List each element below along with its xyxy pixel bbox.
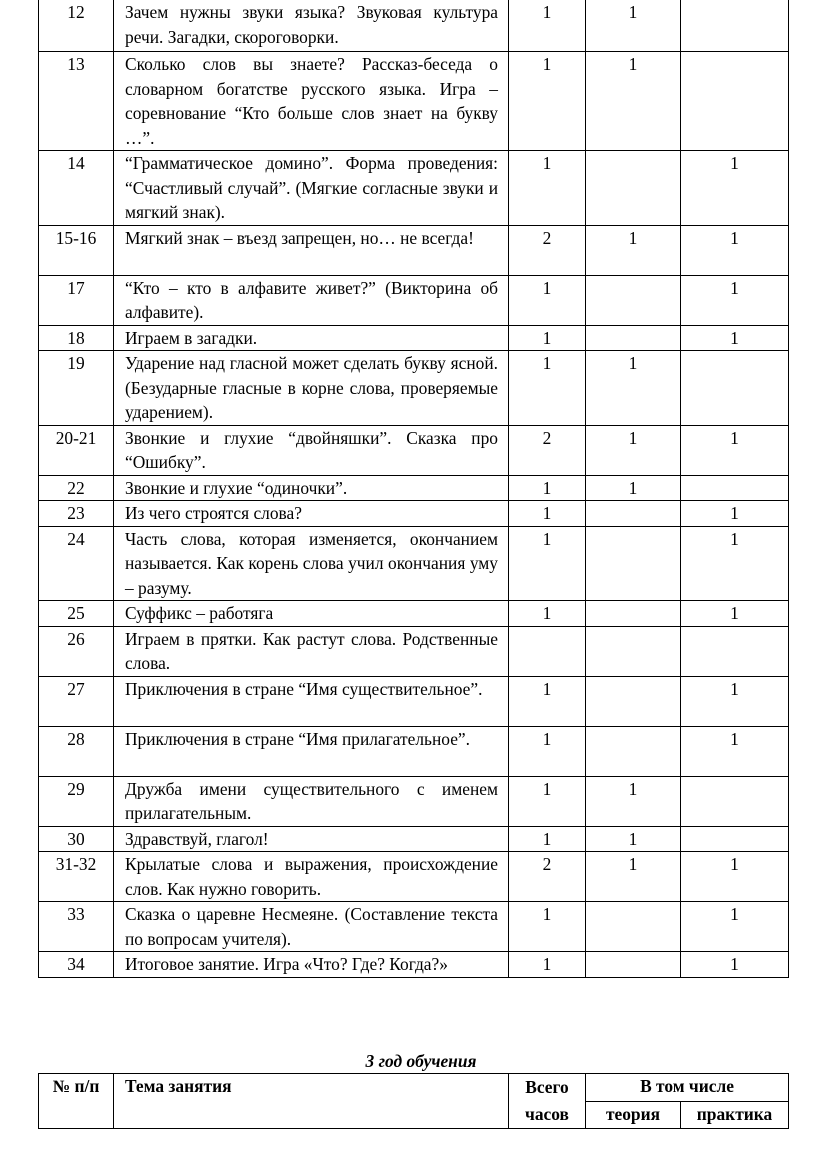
lesson-theory xyxy=(586,501,681,527)
lesson-topic: Звонкие и глухие “двойняшки”. Сказка про “Ошибку”. xyxy=(114,425,509,475)
lesson-practice: 1 xyxy=(681,726,789,776)
lesson-hours: 1 xyxy=(509,776,586,826)
table-row xyxy=(39,325,789,351)
lesson-practice: 1 xyxy=(681,225,789,275)
lesson-number: 29 xyxy=(39,776,114,826)
lesson-topic: Сказка о царевне Несмеяне. (Составление текста по вопросам учителя). xyxy=(114,902,509,952)
lesson-number: 19 xyxy=(39,351,114,426)
lesson-hours: 2 xyxy=(509,225,586,275)
lesson-practice xyxy=(681,475,789,501)
lesson-topic: Приключения в стране “Имя существительное”. xyxy=(114,676,509,726)
lesson-practice xyxy=(681,826,789,852)
lesson-practice xyxy=(681,626,789,676)
lesson-number: 13 xyxy=(39,52,114,151)
lesson-hours: 1 xyxy=(509,351,586,426)
lesson-number: 28 xyxy=(39,726,114,776)
lesson-number: 26 xyxy=(39,626,114,676)
lesson-theory xyxy=(586,275,681,325)
lesson-theory: 1 xyxy=(586,425,681,475)
lesson-theory xyxy=(586,526,681,601)
lesson-number: 18 xyxy=(39,325,114,351)
lesson-number: 20-21 xyxy=(39,425,114,475)
lesson-theory: 1 xyxy=(586,52,681,151)
lesson-practice: 1 xyxy=(681,151,789,226)
lesson-topic: Играем в загадки. xyxy=(114,325,509,351)
lesson-topic: Зачем нужны звуки языка? Звуковая культура речи. Загадки, скороговорки. xyxy=(114,0,509,52)
lesson-number: 25 xyxy=(39,601,114,627)
table-row xyxy=(39,151,789,226)
table-row xyxy=(39,726,789,776)
lesson-practice: 1 xyxy=(681,601,789,627)
lesson-theory: 1 xyxy=(586,225,681,275)
header-practice: практика xyxy=(681,1101,789,1129)
table-row xyxy=(39,626,789,676)
lesson-topic: Крылатые слова и выражения, происхождение слов. Как нужно говорить. xyxy=(114,852,509,902)
lesson-topic: “Кто – кто в алфавите живет?” (Викторина об алфавите). xyxy=(114,275,509,325)
table-row xyxy=(39,275,789,325)
lesson-practice xyxy=(681,351,789,426)
lesson-number: 17 xyxy=(39,275,114,325)
header-theory: теория xyxy=(586,1101,681,1129)
lesson-practice xyxy=(681,52,789,151)
table-row xyxy=(39,425,789,475)
lesson-hours: 1 xyxy=(509,952,586,978)
lesson-topic: Ударение над гласной может сделать букву ясной. (Безударные гласные в корне слова, проверяемые ударением). xyxy=(114,351,509,426)
lesson-theory: 1 xyxy=(586,776,681,826)
table-row xyxy=(39,501,789,527)
lesson-number: 23 xyxy=(39,501,114,527)
lesson-theory: 1 xyxy=(586,0,681,52)
lesson-hours: 1 xyxy=(509,902,586,952)
lesson-hours: 1 xyxy=(509,475,586,501)
lesson-practice: 1 xyxy=(681,501,789,527)
header-num: № п/п xyxy=(39,1074,114,1129)
lesson-practice: 1 xyxy=(681,425,789,475)
lesson-practice: 1 xyxy=(681,325,789,351)
table-row xyxy=(39,852,789,902)
lesson-hours: 1 xyxy=(509,325,586,351)
table-row xyxy=(39,526,789,601)
lesson-practice: 1 xyxy=(681,852,789,902)
lesson-topic: Мягкий знак – въезд запрещен, но… не всегда! xyxy=(114,225,509,275)
table-row xyxy=(39,902,789,952)
lesson-hours: 1 xyxy=(509,275,586,325)
table-row xyxy=(39,826,789,852)
lesson-topic: Часть слова, которая изменяется, окончанием называется. Как корень слова учил окончания уму – разуму. xyxy=(114,526,509,601)
table-row xyxy=(39,776,789,826)
lesson-theory xyxy=(586,626,681,676)
lesson-theory xyxy=(586,726,681,776)
lesson-hours xyxy=(509,626,586,676)
lesson-practice: 1 xyxy=(681,676,789,726)
lesson-hours: 1 xyxy=(509,826,586,852)
lesson-theory: 1 xyxy=(586,852,681,902)
lesson-topic: Сколько слов вы знаете? Рассказ-беседа о словарном богатстве русского языка. Игра – соревнование “Кто больше слов знает на букву …”. xyxy=(114,52,509,151)
table-row xyxy=(39,351,789,426)
lesson-theory xyxy=(586,676,681,726)
lesson-hours: 2 xyxy=(509,852,586,902)
lesson-number: 12 xyxy=(39,0,114,52)
year-3-header-row xyxy=(39,1074,789,1102)
lesson-hours: 1 xyxy=(509,0,586,52)
table-row xyxy=(39,601,789,627)
table-row xyxy=(39,952,789,978)
lesson-theory: 1 xyxy=(586,351,681,426)
header-topic: Тема занятия xyxy=(114,1074,509,1129)
lesson-number: 27 xyxy=(39,676,114,726)
lesson-number: 33 xyxy=(39,902,114,952)
lesson-theory xyxy=(586,601,681,627)
header-total-hours: Всего часов xyxy=(509,1074,586,1129)
lesson-topic: Из чего строятся слова? xyxy=(114,501,509,527)
lesson-topic: Играем в прятки. Как растут слова. Родственные слова. xyxy=(114,626,509,676)
lesson-number: 30 xyxy=(39,826,114,852)
lesson-number: 15-16 xyxy=(39,225,114,275)
header-including: В том числе xyxy=(586,1074,789,1102)
lesson-number: 34 xyxy=(39,952,114,978)
lesson-practice xyxy=(681,0,789,52)
lesson-practice: 1 xyxy=(681,526,789,601)
lesson-topic: Итоговое занятие. Игра «Что? Где? Когда?» xyxy=(114,952,509,978)
lesson-topic: Здравствуй, глагол! xyxy=(114,826,509,852)
lesson-practice: 1 xyxy=(681,902,789,952)
table-row xyxy=(39,676,789,726)
lesson-practice xyxy=(681,776,789,826)
lesson-practice: 1 xyxy=(681,952,789,978)
lesson-number: 31-32 xyxy=(39,852,114,902)
lesson-theory xyxy=(586,952,681,978)
lesson-theory: 1 xyxy=(586,826,681,852)
lesson-number: 24 xyxy=(39,526,114,601)
lesson-hours: 1 xyxy=(509,501,586,527)
lesson-number: 14 xyxy=(39,151,114,226)
lesson-topic: Дружба имени существительного с именем прилагательным. xyxy=(114,776,509,826)
lesson-hours: 1 xyxy=(509,726,586,776)
lesson-theory xyxy=(586,902,681,952)
lesson-hours: 1 xyxy=(509,151,586,226)
lesson-topic: “Грамматическое домино”. Форма проведения: “Счастливый случай”. (Мягкие согласные звуки и мягкий знак). xyxy=(114,151,509,226)
table-row xyxy=(39,475,789,501)
lesson-hours: 1 xyxy=(509,676,586,726)
lesson-hours: 2 xyxy=(509,425,586,475)
year-3-table xyxy=(38,1073,789,1129)
table-row xyxy=(39,0,789,52)
year-3-caption: 3 год обучения xyxy=(365,1051,477,1071)
lesson-hours: 1 xyxy=(509,526,586,601)
lesson-topic: Суффикс – работяга xyxy=(114,601,509,627)
lesson-hours: 1 xyxy=(509,601,586,627)
lesson-theory xyxy=(586,151,681,226)
lesson-topic: Приключения в стране “Имя прилагательное”. xyxy=(114,726,509,776)
lesson-plan-table xyxy=(38,0,789,978)
lesson-practice: 1 xyxy=(681,275,789,325)
lesson-theory xyxy=(586,325,681,351)
lesson-topic: Звонкие и глухие “одиночки”. xyxy=(114,475,509,501)
lesson-number: 22 xyxy=(39,475,114,501)
table-row xyxy=(39,52,789,151)
lesson-theory: 1 xyxy=(586,475,681,501)
lesson-hours: 1 xyxy=(509,52,586,151)
table-row xyxy=(39,225,789,275)
